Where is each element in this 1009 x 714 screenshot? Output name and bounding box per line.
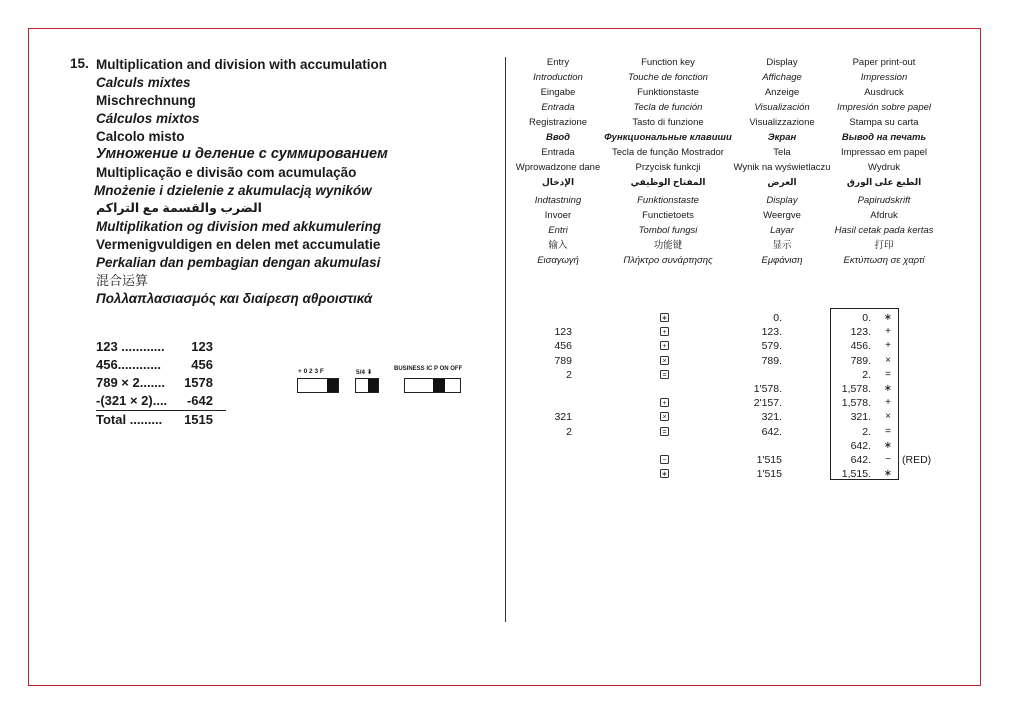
title-ru: Умножение и деление с суммированием (96, 146, 388, 162)
worked-example (96, 338, 226, 429)
step-row: + 2'157. 1,578. + (522, 396, 942, 410)
header-row-fr: Introduction Touche de fonction Affichage Impression (533, 72, 908, 83)
function-key-icon: ∗ (661, 315, 668, 322)
function-key-icon: × (660, 356, 669, 365)
example-line: 123 ............ 123 (96, 339, 213, 354)
section-titles (96, 56, 388, 308)
step-row: 321 × 321. 321. × (554, 411, 891, 424)
title-pl: Mnożenie i dzielenie z akumulacją wyników (94, 183, 372, 198)
title-el: Πολλαπλασιασμός και διαίρεση αθροιστικά (96, 291, 373, 306)
title-en: Multiplication and division with accumulation (96, 57, 388, 72)
rounding-switch-label: 5/4 ⬇ (356, 369, 373, 376)
example-line: 456............ 456 (96, 357, 213, 372)
function-key-icon: = (660, 427, 669, 436)
decimal-switch-label: + 0 2 3 F (298, 368, 324, 375)
column-header-table (515, 55, 942, 268)
title-zh: 混合运算 (96, 273, 149, 288)
title-ar: الضرب والقسمة مع التراكم (96, 201, 262, 215)
header-row-nl: Invoer Functietoets Weergve Afdruk (544, 210, 898, 221)
title-nl: Vermenigvuldigen en delen met accumulatie (96, 237, 381, 252)
header-row-id: Entri Tombol fungsi Layar Hasil cetak pada kertas (548, 225, 934, 236)
function-key-icon: × (660, 412, 669, 421)
function-key-icon: ∗ (661, 471, 668, 479)
mode-switch[interactable] (404, 378, 461, 393)
header-row-zh: 输入 功能键 显示 打印 (548, 240, 894, 251)
header-row-de: Eingabe Funktionstaste Anzeige Ausdruck (540, 87, 904, 98)
title-pt: Multiplicação e divisão com acumulação (96, 165, 357, 180)
title-da: Multiplikation og division med akkumulering (96, 219, 382, 234)
function-key-icon: + (660, 398, 669, 407)
section-number: 15. (70, 56, 89, 71)
example-line: -(321 × 2).... -642 (96, 393, 213, 408)
title-es: Cálculos mixtos (96, 111, 200, 126)
decimal-switch[interactable] (297, 378, 339, 393)
step-row: 2 = 642. 2. = (566, 425, 891, 438)
red-note: (RED) (902, 453, 932, 466)
header-row-ru: Ввод Функциональные клавиши Экран Вывод на печать (545, 132, 927, 143)
mode-switch-label: BUSINESS IC P ON OFF (394, 366, 463, 372)
procedure-table (522, 311, 942, 481)
header-row-pt: Entrada Tecla de função Mostrador Tela Impressao em papel (541, 147, 928, 158)
step-row: ∗ 0. 0. ∗ (661, 312, 893, 324)
rounding-switch-knob (368, 379, 378, 392)
step-row: 642. ∗ (850, 439, 893, 452)
step-row: 2 = 2. = (566, 368, 891, 381)
title-fr: Calculs mixtes (96, 75, 191, 90)
function-key-icon: + (660, 341, 669, 350)
rounding-switch[interactable] (355, 378, 379, 393)
header-row-da: Indtastning Funktionstaste Display Papirudskrift (534, 195, 911, 206)
decimal-switch-knob (327, 379, 338, 392)
title-it: Calcolo misto (96, 129, 185, 144)
header-row-ar: الإدخال المفتاح الوظيفي العرض الطبع على الورق (541, 177, 922, 187)
example-line: 789 × 2....... 1578 (96, 375, 213, 390)
step-row: 456 + 579. 456. + (554, 340, 891, 353)
step-row: − 1'515 642. − (RED) (522, 453, 942, 467)
step-row: 123 + 123. 123. + (554, 326, 891, 339)
column-divider (505, 57, 506, 622)
step-row: 789 × 789. 789. × (554, 354, 891, 367)
function-key-icon: = (660, 370, 669, 379)
header-row-pl: Wprowadzone dane Przycisk funkcji Wynik na wyświetlaczu Wydruk (515, 162, 901, 173)
header-row-es: Entrada Tecla de función Visualización Impresión sobre papel (541, 102, 931, 113)
step-row: ∗ 1'515 1,515. ∗ (661, 468, 893, 481)
step-row: 1'578. 1,578. ∗ (753, 382, 893, 395)
example-total: Total ......... 1515 (96, 410, 226, 429)
header-row-it: Registrazione Tasto di funzione Visualizzazione Stampa su carta (528, 117, 919, 128)
function-key-icon: − (660, 455, 669, 464)
header-row-el: Εισαγωγή Πλήκτρο συνάρτησης Εμφάνιση Εκτύπωση σε χαρτί (537, 255, 925, 266)
title-id: Perkalian dan pembagian dengan akumulasi (96, 255, 381, 270)
function-key-icon: + (660, 327, 669, 336)
title-de: Mischrechnung (96, 93, 196, 108)
mode-switch-knob (433, 379, 445, 392)
header-row-en: Entry Function key Display Paper print-out (546, 57, 916, 68)
